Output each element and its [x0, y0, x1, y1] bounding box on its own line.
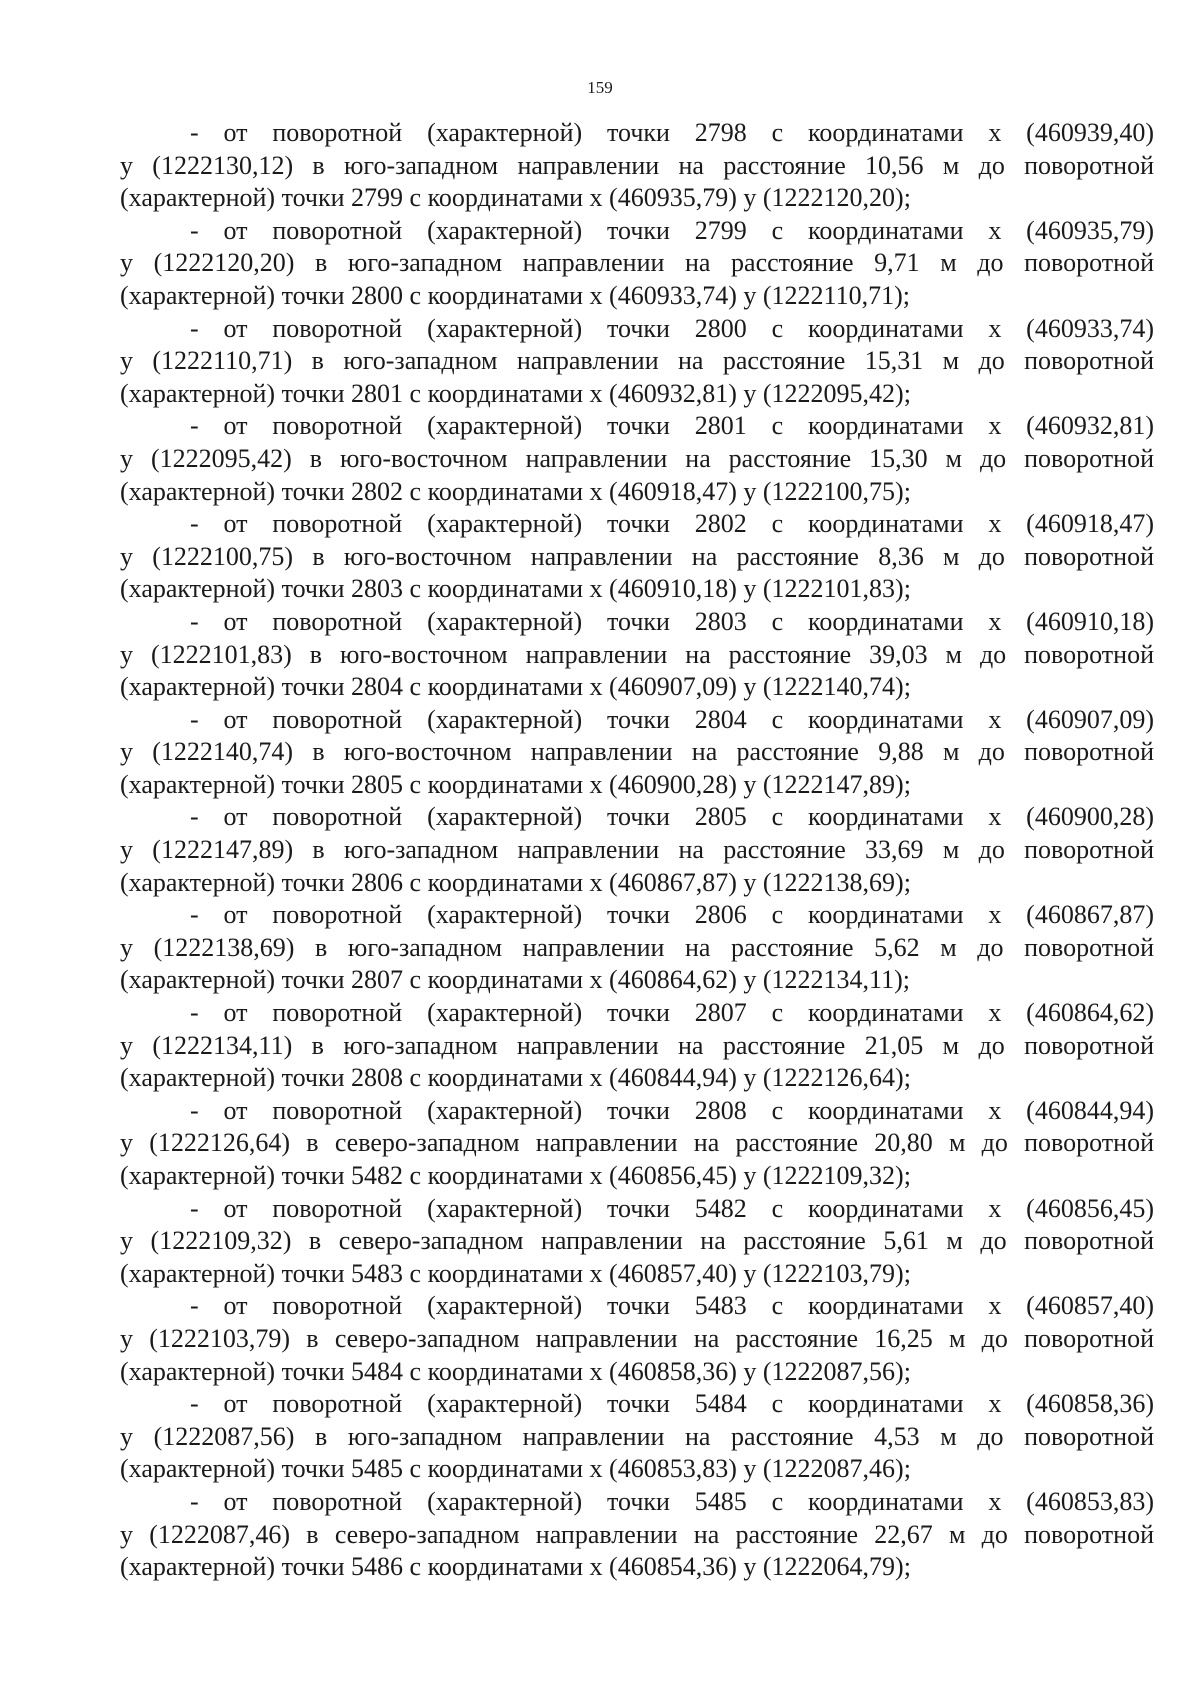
- segment-line-end: (характерной) точки 2805 с координатами х (460900,28) у (1222147,89);: [120, 769, 911, 799]
- segment-line-start: - от поворотной (характерной) точки 2803 с координатами х (460910,18): [190, 606, 1154, 636]
- segment-line-direction: у (1222103,79) в северо-западном направлении на расстояние 16,25 м до поворотной: [120, 1323, 1154, 1353]
- segment-line-direction: у (1222134,11) в юго-западном направлении на расстояние 21,05 м до поворотной: [120, 1030, 1154, 1060]
- boundary-segment: [120, 1193, 1154, 1291]
- segment-line-direction: у (1222100,75) в юго-восточном направлении на расстояние 8,36 м до поворотной: [120, 541, 1154, 571]
- segment-line-end: (характерной) точки 2801 с координатами х (460932,81) у (1222095,42);: [120, 378, 911, 408]
- segment-line-direction: у (1222095,42) в юго-восточном направлении на расстояние 15,30 м до поворотной: [120, 443, 1154, 473]
- segment-line-direction: у (1222130,12) в юго-западном направлении на расстояние 10,56 м до поворотной: [120, 150, 1154, 180]
- segment-line-end: (характерной) точки 2799 с координатами х (460935,79) у (1222120,20);: [120, 183, 911, 213]
- segment-line-direction: у (1222147,89) в юго-западном направлении на расстояние 33,69 м до поворотной: [120, 835, 1154, 865]
- boundary-segment: [120, 606, 1154, 704]
- segment-line-start: - от поворотной (характерной) точки 2805 с координатами х (460900,28): [190, 802, 1154, 832]
- segment-line-end: (характерной) точки 5484 с координатами х (460858,36) у (1222087,56);: [120, 1356, 911, 1386]
- boundary-segment: [120, 215, 1154, 313]
- segment-line-direction: у (1222087,56) в юго-западном направлении на расстояние 4,53 м до поворотной: [120, 1421, 1154, 1451]
- segment-line-end: (характерной) точки 2807 с координатами х (460864,62) у (1222134,11);: [120, 965, 910, 995]
- segment-line-start: - от поворотной (характерной) точки 2801 с координатами х (460932,81): [190, 411, 1154, 441]
- segment-line-direction: у (1222140,74) в юго-восточном направлении на расстояние 9,88 м до поворотной: [120, 737, 1154, 767]
- boundary-segment: [120, 997, 1154, 1095]
- segment-line-end: (характерной) точки 5485 с координатами х (460853,83) у (1222087,46);: [120, 1454, 911, 1484]
- segment-line-start: - от поворотной (характерной) точки 2798 с координатами х (460939,40): [190, 118, 1154, 147]
- boundary-segment: [120, 1095, 1154, 1193]
- boundary-segment: [120, 1290, 1154, 1388]
- segment-line-end: (характерной) точки 2803 с координатами х (460910,18) у (1222101,83);: [120, 574, 911, 604]
- segment-line-start: - от поворотной (характерной) точки 2799 с координатами х (460935,79): [190, 215, 1154, 245]
- segment-line-start: - от поворотной (характерной) точки 2802 с координатами х (460918,47): [190, 509, 1154, 539]
- segment-line-end: (характерной) точки 5482 с координатами х (460856,45) у (1222109,32);: [120, 1161, 911, 1190]
- boundary-segment: [120, 801, 1154, 899]
- boundary-segment: [120, 704, 1154, 802]
- segment-line-start: - от поворотной (характерной) точки 2807 с координатами х (460864,62): [190, 998, 1154, 1028]
- segment-line-direction: у (1222087,46) в северо-западном направлении на расстояние 22,67 м до поворотной: [120, 1519, 1154, 1549]
- boundary-segment: [120, 899, 1154, 997]
- segment-line-direction: у (1222126,64) в северо-западном направлении на расстояние 20,80 м до поворотной: [120, 1128, 1154, 1158]
- segment-line-end: (характерной) точки 2800 с координатами х (460933,74) у (1222110,71);: [120, 280, 910, 310]
- segment-line-start: - от поворотной (характерной) точки 5483 с координатами х (460857,40): [190, 1291, 1154, 1321]
- segment-line-start: - от поворотной (характерной) точки 2806 с координатами х (460867,87): [190, 900, 1154, 930]
- page-number: 159: [587, 78, 613, 97]
- segment-line-direction: у (1222109,32) в северо-западном направлении на расстояние 5,61 м до поворотной: [120, 1226, 1154, 1256]
- segment-line-end: (характерной) точки 2802 с координатами х (460918,47) у (1222100,75);: [120, 476, 911, 506]
- segment-line-start: - от поворотной (характерной) точки 5484 с координатами х (460858,36): [190, 1389, 1154, 1419]
- boundary-segment: [120, 117, 1154, 215]
- segment-line-end: (характерной) точки 2806 с координатами х (460867,87) у (1222138,69);: [120, 867, 911, 897]
- segment-line-direction: у (1222101,83) в юго-восточном направлении на расстояние 39,03 м до поворотной: [120, 639, 1154, 669]
- segment-line-end: (характерной) точки 2808 с координатами х (460844,94) у (1222126,64);: [120, 1063, 911, 1093]
- segment-line-start: - от поворотной (характерной) точки 2808 с координатами х (460844,94): [190, 1095, 1154, 1125]
- segment-line-end: (характерной) точки 2804 с координатами х (460907,09) у (1222140,74);: [120, 672, 911, 702]
- boundary-segment: [120, 508, 1154, 606]
- boundary-segment: [120, 313, 1154, 411]
- boundary-segment: [120, 410, 1154, 508]
- segment-line-end: (характерной) точки 5486 с координатами х (460854,36) у (1222064,79);: [120, 1552, 911, 1582]
- boundary-segment: [120, 1388, 1154, 1486]
- segment-line-direction: у (1222120,20) в юго-западном направлении на расстояние 9,71 м до поворотной: [120, 248, 1154, 278]
- boundary-segment: [120, 1486, 1154, 1584]
- segment-line-start: - от поворотной (характерной) точки 2804 с координатами х (460907,09): [190, 704, 1154, 734]
- segment-line-start: - от поворотной (характерной) точки 2800 с координатами х (460933,74): [190, 313, 1154, 343]
- segment-line-direction: у (1222138,69) в юго-западном направлении на расстояние 5,62 м до поворотной: [120, 932, 1154, 962]
- segment-line-start: - от поворотной (характерной) точки 5485 с координатами х (460853,83): [190, 1486, 1154, 1516]
- document-body: [120, 117, 1154, 1584]
- segment-line-end: (характерной) точки 5483 с координатами х (460857,40) у (1222103,79);: [120, 1258, 911, 1288]
- segment-line-start: - от поворотной (характерной) точки 5482 с координатами х (460856,45): [190, 1193, 1154, 1223]
- segment-line-direction: у (1222110,71) в юго-западном направлении на расстояние 15,31 м до поворотной: [120, 346, 1154, 376]
